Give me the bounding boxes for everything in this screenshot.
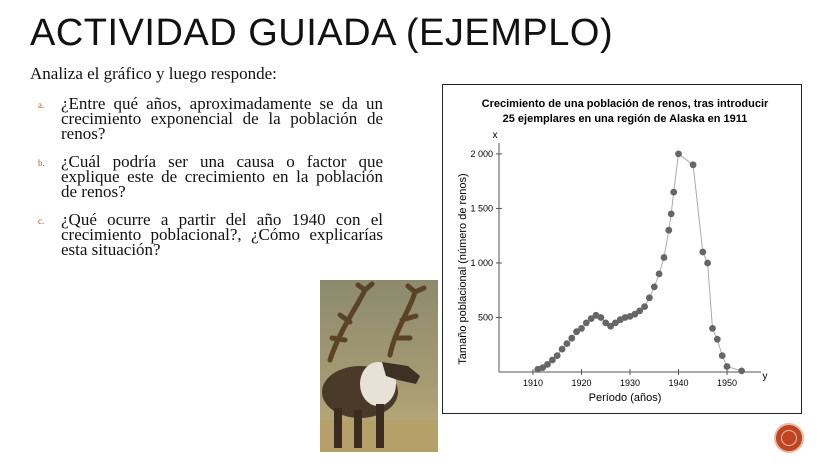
data-point (675, 151, 682, 158)
reindeer-photo (320, 280, 438, 452)
slide-title: ACTIVIDAD GUIADA (EJEMPLO) (30, 12, 614, 54)
question-text: ¿Cuál podría ser una causa o factor que explique este de crecimiento en la población de renos? (61, 152, 383, 201)
question-c (38, 212, 383, 257)
next-slide-button[interactable] (774, 423, 804, 453)
data-point (724, 363, 731, 370)
data-point (646, 294, 653, 301)
question-marker: a. (38, 100, 45, 110)
data-point (738, 368, 745, 375)
x-axis-letter: y (762, 371, 768, 382)
question-text: ¿Entre qué años, aproximadamente se da un crecimiento exponencial de la población de renos? (61, 94, 383, 143)
data-point (641, 303, 648, 310)
question-b (38, 154, 383, 199)
data-point (578, 325, 585, 332)
data-point (665, 227, 672, 234)
data-point (651, 284, 658, 291)
x-tick-label: 1950 (717, 378, 738, 388)
question-marker: b. (38, 158, 45, 168)
y-axis-title: Tamaño poblacional (número de renos) (457, 173, 469, 365)
data-point (714, 336, 721, 343)
x-tick-label: 1910 (522, 378, 543, 388)
series-line (538, 154, 742, 371)
population-chart (442, 84, 802, 414)
data-point (719, 352, 726, 359)
data-point (690, 161, 697, 168)
data-point (709, 325, 716, 332)
chart-title-line1: Crecimiento de una población de renos, tras introducir (481, 98, 769, 110)
question-a (38, 96, 383, 141)
y-tick-label: 1 000 (470, 257, 493, 268)
chart-title-line2: 25 ejemplares en una región de Alaska en 1911 (502, 113, 748, 125)
data-point (704, 260, 711, 267)
data-point (668, 211, 675, 218)
data-point (554, 352, 561, 359)
chart-series (534, 151, 745, 375)
chart-axes (499, 143, 761, 372)
y-tick-label: 1 500 (470, 203, 493, 214)
x-tick-label: 1920 (571, 378, 592, 388)
y-axis-letter: x (492, 130, 498, 141)
chart-ticks (470, 149, 737, 388)
y-tick-label: 500 (477, 312, 493, 323)
data-point (656, 271, 663, 278)
instruction-text: Analiza el gráfico y luego responde: (30, 64, 277, 83)
data-point (699, 249, 706, 256)
x-tick-label: 1940 (668, 378, 689, 388)
data-point (661, 254, 668, 261)
data-point (598, 314, 605, 321)
data-point (670, 189, 677, 196)
y-tick-label: 2 000 (470, 148, 493, 159)
question-marker: c. (38, 216, 45, 226)
data-point (568, 335, 575, 342)
x-tick-label: 1930 (619, 378, 641, 388)
question-text: ¿Qué ocurre a partir del año 1940 con el crecimiento poblacional?, ¿Cómo explicarías esta situación? (61, 210, 383, 259)
data-point (559, 346, 566, 353)
question-list (38, 96, 383, 270)
data-point (564, 340, 571, 347)
x-axis-title: Período (años) (588, 392, 662, 404)
